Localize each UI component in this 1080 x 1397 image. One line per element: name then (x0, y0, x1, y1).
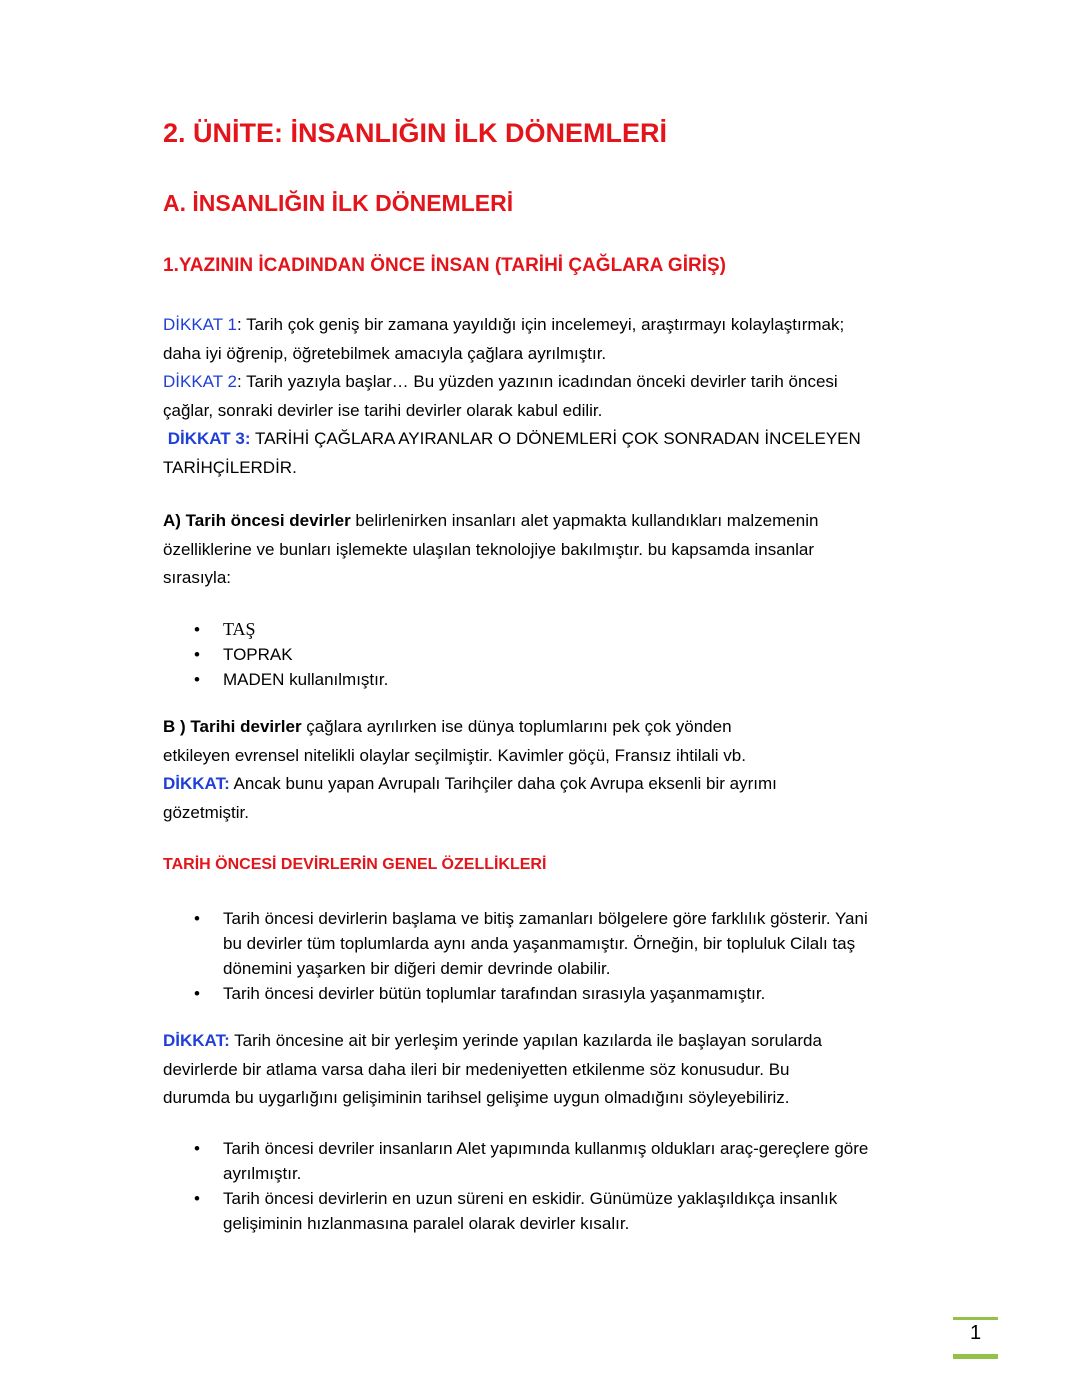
page-number: 1 (969, 1322, 982, 1344)
section-a-paragraph: A) Tarih öncesi devirler belirlenirken insanları alet yapmakta kullandıkları malzemenin özelliklerine ve bunları işlemekte ulaşılan teknolojiye bakılmıştır. bu kapsamda insanlar sırasıyla: (163, 511, 819, 587)
list-item: • Tarih öncesi devirlerin başlama ve bitiş zamanları bölgelere göre farklılık gösterir. Yani bu devirler tüm toplumlarda aynı anda yaşanmamıştır. Örneğin, bir topluluk Cilalı taş dönemini yaşarken bir diğeri demir devrinde olabilir. (194, 909, 868, 978)
section-title: A. İNSANLIĞIN İLK DÖNEMLERİ (163, 190, 514, 216)
section-a-heading: A) Tarih öncesi devirler (163, 511, 351, 530)
list-item: • MADEN kullanılmıştır. (194, 670, 389, 689)
page-number-rule-bottom (953, 1354, 998, 1359)
dikkat-3-line-2: TARİHÇİLERDİR. (163, 457, 297, 477)
unit-title: 2. ÜNİTE: İNSANLIĞIN İLK DÖNEMLERİ (163, 118, 668, 148)
material-list (163, 617, 388, 692)
features-list-1 (163, 906, 933, 1006)
dikkat-2-label: DİKKAT 2 (163, 372, 238, 391)
dikkat-paragraphs (163, 311, 933, 482)
page-number-rule-top (953, 1317, 998, 1320)
dikkat-1-line-2: daha iyi öğrenip, öğretebilmek amacıyla çağlara ayrılmıştır. (163, 343, 607, 363)
dikkat-1-label: DİKKAT 1 (163, 315, 238, 334)
dikkat-label: DİKKAT: (163, 774, 230, 793)
list-item: • TOPRAK (194, 645, 293, 664)
list-item: • Tarih öncesi devriler insanların Alet yapımında kullanmış oldukları araç-gereçlere göre ayrılmıştır. (194, 1139, 869, 1183)
list-item: • Tarih öncesi devirler bütün toplumlar tarafından sırasıyla yaşanmamıştır. (194, 984, 766, 1003)
subsection-title: 1.YAZININ İCADINDAN ÖNCE İNSAN (TARİHİ ÇAĞLARA GİRİŞ) (163, 255, 726, 276)
features-list-2 (163, 1136, 933, 1236)
dikkat-1-line-1: DİKKAT 1: Tarih çok geniş bir zamana yayıldığı için incelemeyi, araştırmayı kolaylaştırmak; (163, 315, 845, 334)
list-item: • Tarih öncesi devirlerin en uzun süreni en eskidir. Günümüze yaklaşıldıkça insanlık gelişiminin hızlanmasına paralel olarak devirler kısalır. (194, 1189, 838, 1233)
dikkat-2-line-1: DİKKAT 2: Tarih yazıyla başlar… Bu yüzden yazının icadından önceki devirler tarih öncesi (163, 372, 838, 391)
dikkat-label: DİKKAT: (163, 1031, 230, 1050)
section-b-paragraph: B ) Tarihi devirler çağlara ayrılırken ise dünya toplumlarını pek çok yönden etkileyen evrensel nitelikli olaylar seçilmiştir. Kavimler göçü, Fransız ihtilali vb. DİKKAT: Ancak bunu yapan Avrupalı Tarihçiler daha çok Avrupa eksenli bir ayrımı gözetmiştir. (163, 717, 777, 822)
list-item: • TAŞ (194, 619, 256, 639)
dikkat-3-label: DİKKAT 3: (167, 429, 251, 448)
dikkat-2-line-2: çağlar, sonraki devirler ise tarihi devirler olarak kabul edilir. (163, 400, 603, 420)
features-dikkat-paragraph: DİKKAT: Tarih öncesine ait bir yerleşim yerinde yapılan kazılarda ile başlayan sorularda devirlerde bir atlama varsa daha ileri bir medeniyetten etkilenme söz konusudur. Bu durumda bu uygarlığını gelişiminin tarihsel gelişime uygun olmadığını söyleyebiliriz. (163, 1031, 822, 1107)
section-b-heading: B ) Tarihi devirler (163, 717, 302, 736)
features-heading: TARİH ÖNCESİ DEVİRLERİN GENEL ÖZELLİKLERİ (163, 856, 547, 873)
dikkat-3-line-1: DİKKAT 3: TARİHİ ÇAĞLARA AYIRANLAR O DÖNEMLERİ ÇOK SONRADAN İNCELEYEN (167, 429, 861, 448)
